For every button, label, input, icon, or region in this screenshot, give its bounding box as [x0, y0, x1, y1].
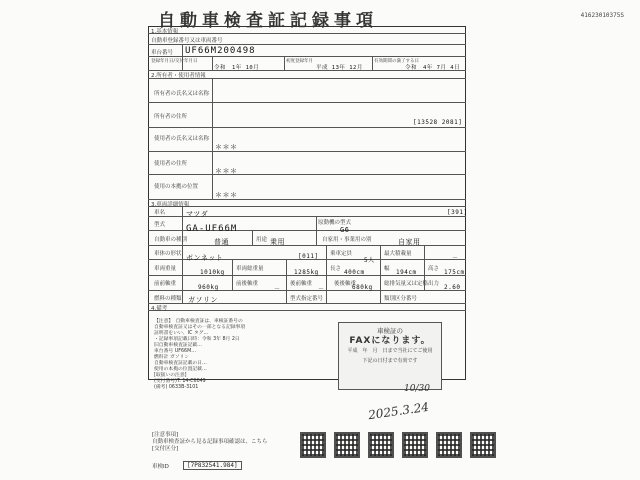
fax-stamp — [338, 322, 442, 390]
front-rear-axle-label: 前後軸重 — [236, 281, 259, 287]
footer-notes — [152, 432, 268, 453]
rule — [148, 206, 466, 207]
stamp-line-2: FAXになります。 — [349, 336, 431, 346]
displacement-label: 総排気量又は定格出力 — [384, 281, 440, 287]
fuel-type-value: ガソリン — [188, 296, 218, 304]
section-heading-vehicle: 3.車両詳細情報 — [151, 202, 190, 208]
business-label: 自家用・事業用の別 — [322, 237, 372, 243]
rule — [284, 56, 285, 70]
front-front-axle-label: 前前軸重 — [154, 281, 177, 287]
rule — [148, 127, 466, 128]
width-label: 幅 — [384, 266, 390, 272]
displacement-value: 2.60 — [444, 284, 461, 291]
handwritten-date-2: 2025.3.24 — [367, 399, 430, 423]
rule — [232, 259, 233, 290]
stamp-line-1: 車検証の — [377, 327, 403, 335]
rule — [212, 78, 213, 199]
initial-registration-label: 初度登録年月 — [286, 59, 313, 64]
gross-weight-label: 車両総重量 — [236, 266, 264, 272]
rule — [148, 44, 466, 45]
footer-notes-text: 自動車検査証から見る記録事項確認は、こちら [交付区分] — [152, 439, 268, 452]
rear-rear-axle-label: 後後軸重 — [334, 281, 357, 287]
width-value: 194cm — [396, 269, 417, 276]
user-address-value: ＊＊＊ — [215, 167, 238, 175]
engine-type-label: 原動機の型式 — [318, 220, 352, 226]
height-label: 高さ — [428, 266, 440, 272]
vin-label: 車台番号 — [151, 50, 174, 56]
user-name-value: ＊＊＊ — [215, 143, 238, 151]
document-number: 41623010375S — [580, 12, 624, 19]
rule — [148, 290, 466, 291]
rear-front-axle-label: 後前軸重 — [290, 281, 313, 287]
vehicle-id-value: [7P832541.984] — [183, 461, 242, 470]
maker-value: マツダ — [186, 210, 209, 218]
qr-code — [402, 432, 428, 458]
rule — [252, 230, 253, 245]
model-type-label: 型式 — [154, 222, 166, 228]
section-heading-owner: 2.所有者・使用者情報 — [151, 73, 206, 79]
model-number-label: 型式指定番号 — [290, 296, 324, 302]
front-rear-axle-value: － — [274, 286, 281, 293]
gross-weight-value: 1285kg — [294, 269, 319, 276]
registration-label: 自動車登録番号又は車両番号 — [151, 38, 223, 44]
rule — [372, 56, 373, 70]
body-shape-value: ボンネット — [186, 254, 224, 262]
maker-label: 車名 — [154, 210, 166, 216]
section-heading-basic: 1.基本情報 — [151, 29, 179, 35]
stamp-line-4: 下記の日付まで有効です — [362, 358, 418, 364]
rule — [380, 245, 381, 303]
capacity-label: 乗車定員 — [330, 251, 353, 257]
rear-rear-axle-value: 680kg — [352, 284, 373, 291]
expiry-label: 有効期間の満了する日 — [374, 59, 419, 64]
rule — [182, 206, 183, 303]
rule — [182, 44, 183, 70]
rule — [148, 102, 466, 103]
footer-notes-heading: [注意事項] — [152, 432, 179, 438]
qr-code — [300, 432, 326, 458]
handwritten-date-1: 10/30 — [404, 384, 430, 394]
engine-type-value: G6 — [340, 226, 350, 234]
vehicle-kind-label: 自動車の種別 — [154, 237, 188, 243]
rule — [148, 199, 466, 200]
section-heading-remarks: 4.備考 — [151, 306, 168, 312]
rule — [286, 259, 287, 303]
front-front-axle-value: 960kg — [198, 284, 219, 291]
maker-code: [391] — [447, 209, 468, 216]
vehicle-id-label: 車検ID — [152, 464, 169, 470]
user-address-label: 使用者の住所 — [154, 161, 188, 167]
owner-address-label: 所有者の住所 — [154, 114, 188, 120]
fuel-type-label: 燃料の種類 — [154, 296, 182, 302]
base-location-value: ＊＊＊ — [215, 191, 238, 199]
qr-code — [368, 432, 394, 458]
rule — [148, 174, 466, 175]
base-location-label: 使用の本拠の位置 — [154, 184, 199, 190]
remarks-text: 【注意】 自動車検査証は、車検証番号の 自動車検査証又はその一部となる記録事項 証明書をいい、IC タグ… ・記録事項記載日時：令和 3年 8月 2日 旧自動車検査証記載… 車台番号 UF66M… 燃料計 ガソリン 自動車検査証記載の日… 使用の本拠の位置記載… [取扱いの注意] (交付番号)T. 14-C6049 (備考) 0633B-3101 — [154, 319, 246, 390]
capacity-value: 5人 — [364, 257, 375, 264]
expiry-value: 令和 4年 7月 4日 — [405, 65, 461, 71]
document-title: 自動車検査証記録事項 — [158, 11, 378, 31]
first-registration-label: 登録年月日/交付年月日 — [151, 59, 198, 64]
rule — [148, 151, 466, 152]
max-load-value: － — [452, 255, 459, 262]
initial-registration-value: 平成 13年 12月 — [316, 65, 363, 71]
use-value: 乗用 — [270, 238, 285, 246]
max-load-label: 最大積載量 — [384, 251, 412, 257]
body-shape-code: [011] — [298, 253, 319, 260]
rule — [326, 245, 327, 303]
rule — [316, 216, 317, 245]
vin-value: UF66M200498 — [185, 46, 256, 56]
model-type-value: GA-UF66M — [186, 224, 238, 234]
qr-code — [436, 432, 462, 458]
owner-name-label: 所有者の氏名又は名称 — [154, 91, 210, 97]
rule — [148, 310, 466, 311]
vehicle-weight-value: 1010kg — [200, 269, 225, 276]
use-label: 用途 — [256, 237, 268, 243]
owner-code: [13528 2081] — [413, 119, 463, 126]
business-value: 自家用 — [398, 238, 421, 246]
length-label: 長さ — [330, 266, 342, 272]
rear-front-axle-value: － — [318, 286, 325, 293]
rule — [212, 56, 213, 70]
rule — [148, 33, 466, 34]
qr-code — [334, 432, 360, 458]
length-value: 400cm — [344, 269, 365, 276]
rule — [148, 56, 466, 57]
first-registration-value: 令和 1年 10月 — [214, 65, 260, 71]
vehicle-weight-label: 車両重量 — [154, 266, 177, 272]
body-shape-label: 車体の形状 — [154, 251, 182, 257]
height-value: 175cm — [444, 269, 465, 276]
qr-code-group — [300, 432, 496, 458]
stamp-line-3: 平成 年 月 日まで当社にてご使用 — [347, 348, 433, 354]
class-number-label: 類別区分番号 — [384, 296, 418, 302]
qr-code — [470, 432, 496, 458]
user-name-label: 使用者の氏名又は名称 — [154, 136, 210, 142]
vehicle-kind-value: 普通 — [214, 238, 229, 246]
